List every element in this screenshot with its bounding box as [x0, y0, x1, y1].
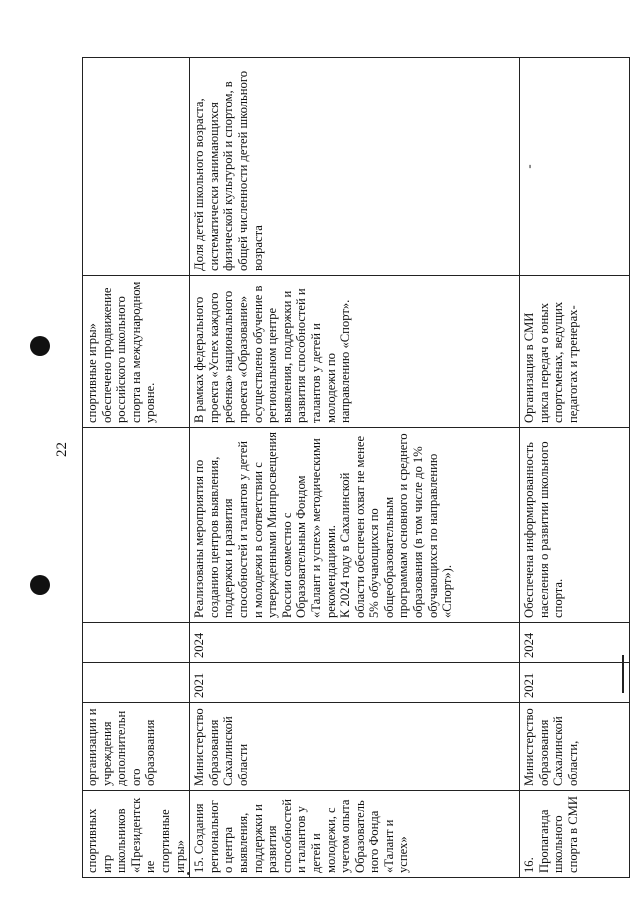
measure-name-cell: 16. Пропаганда школьного спорта в СМИ: [520, 791, 630, 878]
table-row: [190, 58, 520, 878]
indicator-cell: -: [520, 58, 630, 276]
executor-cell: Министерство образования Сахалинской области,: [520, 703, 630, 791]
effect-cell: В рамках федерального проекта «Успех каждого ребенка» национального проекта «Образование» осуществлено обучение в региональном центре выявления, поддержки и развития способностей и талантов у детей и молодежи по направлению «Спорт».: [190, 276, 520, 428]
page-number: 22: [54, 442, 70, 457]
indicator-cell: [83, 58, 190, 276]
executor-cell: организации и учреждения дополнительного образования: [83, 703, 190, 791]
measure-name-cell: спортивных игр школьников «Президентские спортивные игры»: [83, 791, 190, 878]
end-year-cell: 2024: [520, 623, 630, 663]
punch-hole: [30, 336, 50, 356]
executor-cell: Министерство образования Сахалинской области: [190, 703, 520, 791]
measures-table: [82, 57, 630, 878]
start-year-cell: 2021: [190, 663, 520, 703]
start-year-cell: 2021: [520, 663, 630, 703]
measure-name-cell: 15. Создания регионального центра выявления, поддержки и развития способностей и талантов у детей и молодежи, с учетом опыта Образовательного Фонда «Талант и успех»: [190, 791, 520, 878]
end-year-cell: 2024: [190, 623, 520, 663]
effect-cell: спортивные игры» обеспечено продвижение российского школьного спорта на международном уровне.: [83, 276, 190, 428]
table-row: [520, 58, 630, 878]
result-cell: Обеспечена информированность населения о развитии школьного спорта.: [520, 428, 630, 623]
result-cell: Реализованы мероприятия по созданию центров выявления, поддержки и развития способностей и талантов у детей и молодежи в соответствии с утвержденными Минпросвещения России совместно с Образовательным Фондом «Талант и успех» методическими рекомендациями. К 2024 году в Сахалинской области обеспечен охват не менее 5% обучающихся по общеобразовательным программам основного и среднего образования (в том числе до 1% обучающихся по направлению «Спорт»).: [190, 428, 520, 623]
end-year-cell: [83, 623, 190, 663]
result-cell: [83, 428, 190, 623]
table-row: [83, 58, 190, 878]
rotated-table-container: [82, 58, 612, 878]
indicator-cell: Доля детей школьного возраста, систематически занимающихся физической культурой и спортом, в общей численности детей школьного возраста: [190, 58, 520, 276]
start-year-cell: [83, 663, 190, 703]
effect-cell: Организация в СМИ цикла передач о юных спортсменах, ведущих педагогах и тренерах-: [520, 276, 630, 428]
punch-hole: [30, 575, 50, 595]
